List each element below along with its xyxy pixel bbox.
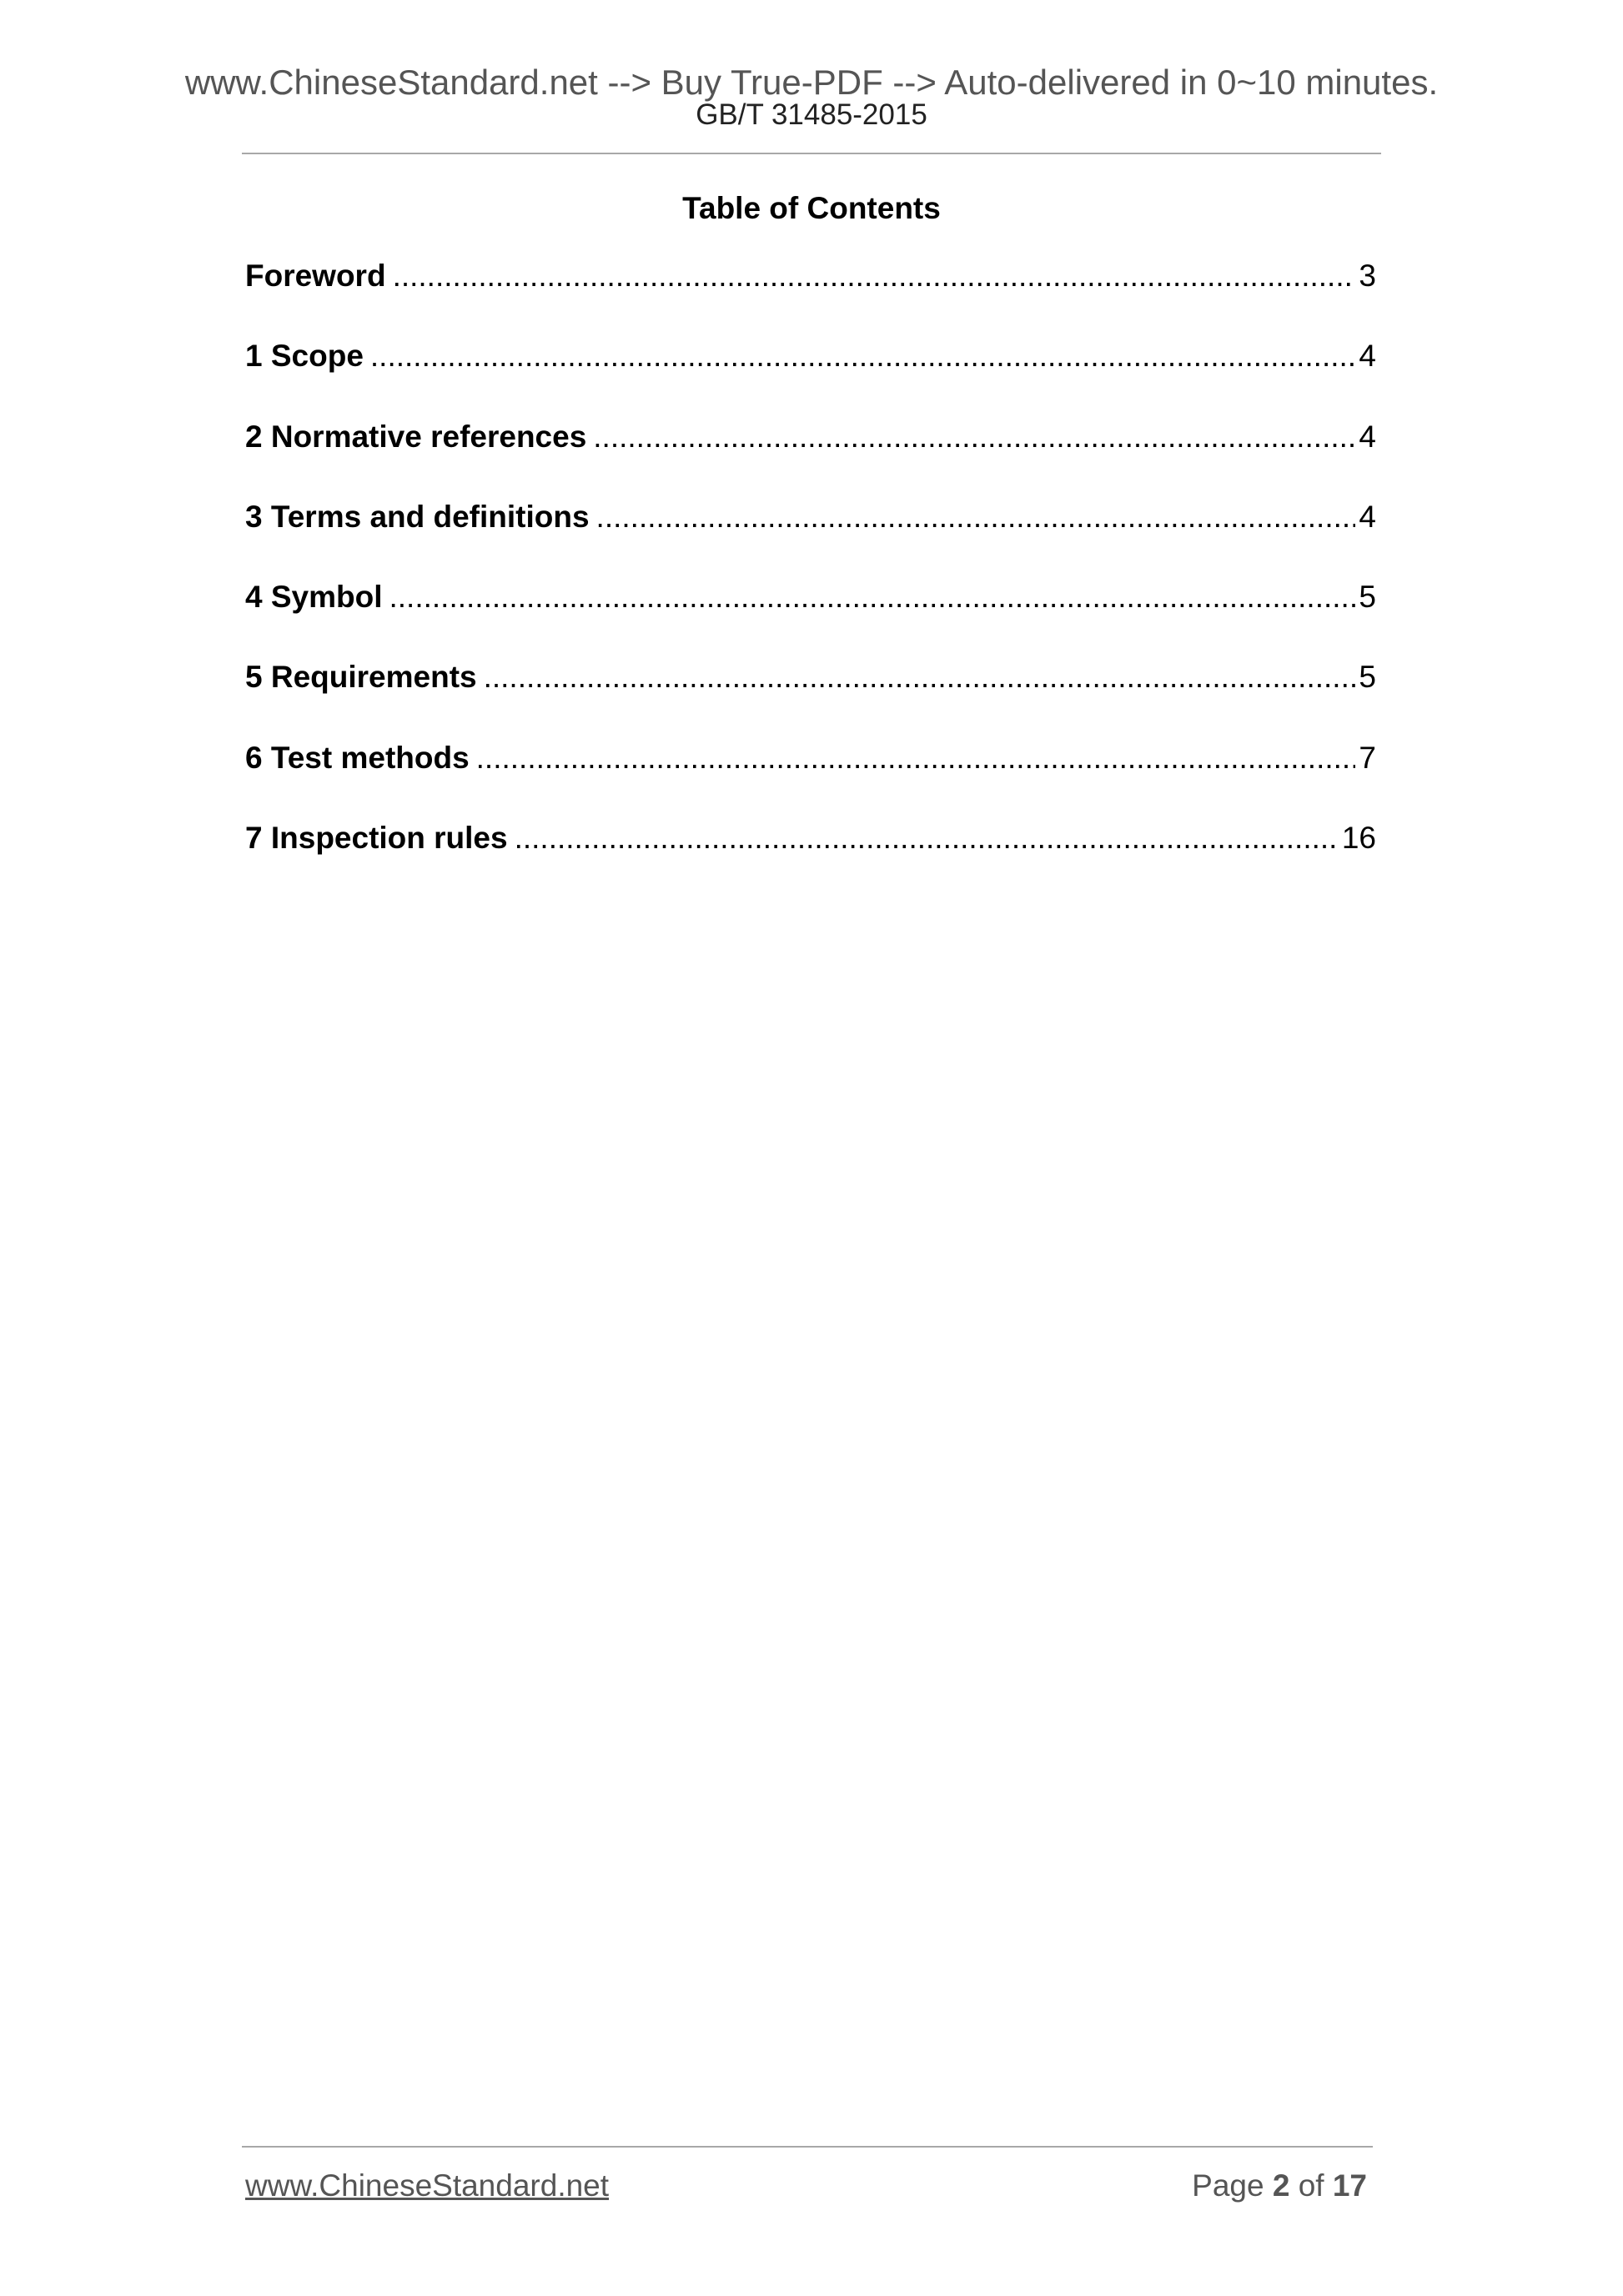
toc-leader-dots	[515, 822, 1339, 853]
toc-entry-label: 1 Scope	[245, 340, 364, 374]
toc-entry-page: 5	[1359, 661, 1376, 695]
footer-website-link[interactable]: www.ChineseStandard.net	[245, 2168, 610, 2203]
toc-leader-dots	[593, 421, 1355, 452]
page-of: of	[1298, 2168, 1324, 2203]
toc-leader-dots	[389, 581, 1356, 612]
page-total: 17	[1332, 2168, 1367, 2203]
table-of-contents	[245, 260, 1376, 902]
toc-entry-page: 16	[1341, 822, 1376, 856]
document-code: GB/T 31485-2015	[696, 98, 927, 131]
toc-entry-label: 4 Symbol	[245, 581, 383, 615]
toc-title: Table of Contents	[682, 191, 941, 225]
toc-entry-page: 4	[1359, 340, 1376, 374]
footer-divider	[242, 2146, 1373, 2148]
toc-entry-label: 3 Terms and definitions	[245, 500, 590, 534]
toc-entry-inspection-rules[interactable]	[245, 822, 1376, 902]
site-banner: www.ChineseStandard.net --> Buy True-PDF --> Auto-delivered in 0~10 minutes.	[184, 63, 1439, 102]
toc-leader-dots	[370, 340, 1356, 371]
toc-entry-scope[interactable]	[245, 340, 1376, 420]
toc-leader-dots	[484, 661, 1356, 692]
page-current: 2	[1272, 2168, 1290, 2203]
toc-entry-label: 2 Normative references	[245, 420, 587, 454]
toc-leader-dots	[596, 501, 1356, 532]
toc-entry-page: 3	[1359, 260, 1376, 293]
toc-entry-label: 7 Inspection rules	[245, 822, 508, 856]
toc-entry-page: 4	[1359, 420, 1376, 454]
toc-entry-page: 4	[1359, 500, 1376, 534]
toc-entry-normative-references[interactable]	[245, 421, 1376, 501]
toc-entry-label: 5 Requirements	[245, 661, 477, 695]
toc-entry-symbol[interactable]	[245, 581, 1376, 661]
toc-entry-label: Foreword	[245, 260, 386, 293]
toc-entry-label: 6 Test methods	[245, 741, 470, 775]
header-divider	[242, 153, 1381, 154]
toc-entry-terms-and-definitions[interactable]	[245, 501, 1376, 581]
toc-leader-dots	[393, 260, 1356, 291]
page-indicator	[1192, 2170, 1367, 2201]
toc-entry-page: 5	[1359, 581, 1376, 615]
page-prefix: Page	[1192, 2168, 1264, 2203]
toc-entry-page: 7	[1359, 741, 1376, 775]
toc-entry-test-methods[interactable]	[245, 742, 1376, 822]
toc-leader-dots	[476, 742, 1356, 773]
toc-entry-foreword[interactable]	[245, 260, 1376, 340]
toc-entry-requirements[interactable]	[245, 661, 1376, 741]
